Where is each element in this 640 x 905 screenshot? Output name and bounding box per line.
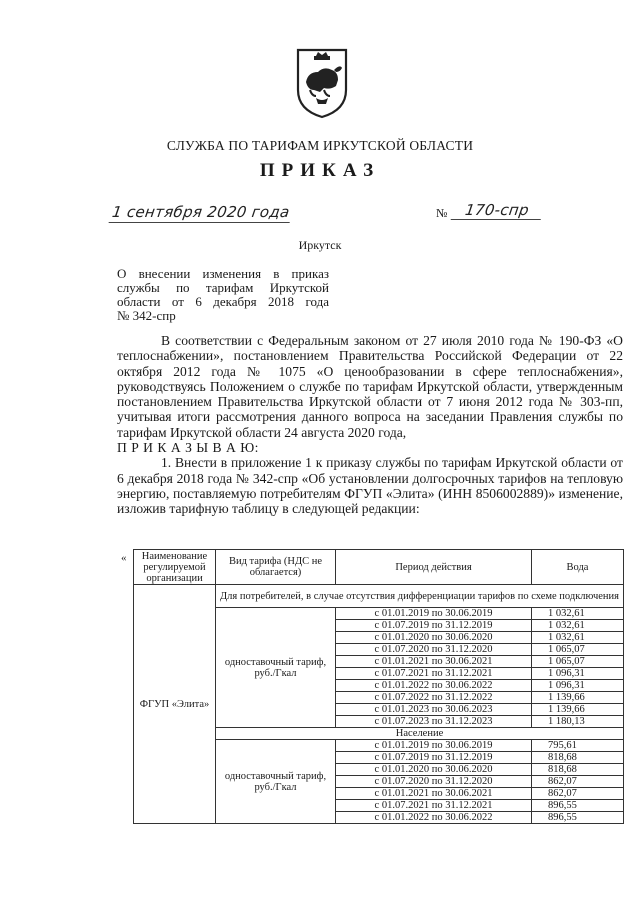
period-cell: с 01.01.2022 по 30.06.2022: [336, 680, 532, 692]
period-cell: с 01.07.2021 по 31.12.2021: [336, 668, 532, 680]
coat-of-arms-icon: [294, 46, 350, 120]
value-cell: 1 065,07: [532, 644, 624, 656]
value-cell: 862,07: [532, 788, 624, 800]
value-cell: 862,07: [532, 776, 624, 788]
period-cell: с 01.01.2021 по 30.06.2021: [336, 788, 532, 800]
subject-line: области от 6 декабря 2018 года: [117, 294, 329, 309]
period-cell: с 01.07.2020 по 31.12.2020: [336, 776, 532, 788]
period-cell: с 01.01.2019 по 30.06.2019: [336, 608, 532, 620]
subject-line: № 342-спр: [117, 308, 176, 323]
subject-line: О внесении изменения в приказ: [117, 266, 329, 281]
value-cell: 818,68: [532, 752, 624, 764]
item-1-paragraph: 1. Внести в приложение 1 к приказу службы по тарифам Иркутской области от 6 декабря 2018 года № 342-спр «Об установлении долгосрочных тарифов на тепловую энергию, поставляемую потребителям ФГУП «Элита» (ИНН 8506002889)» изменение, изложив тарифную таблицу в следующей редакции:: [117, 455, 623, 517]
order-word: П Р И К А З Ы В А Ю:: [117, 440, 259, 456]
header-period: Период действия: [336, 550, 532, 585]
agency-name: СЛУЖБА ПО ТАРИФАМ ИРКУТСКОЙ ОБЛАСТИ: [166, 138, 474, 153]
period-cell: с 01.07.2019 по 31.12.2019: [336, 752, 532, 764]
value-cell: 1 032,61: [532, 608, 624, 620]
city: Иркутск: [298, 238, 342, 252]
value-cell: 1 096,31: [532, 668, 624, 680]
order-body: [117, 333, 623, 517]
period-cell: с 01.01.2020 по 30.06.2020: [336, 764, 532, 776]
value-cell: 896,55: [532, 800, 624, 812]
table-open-quote: «: [121, 552, 127, 564]
value-cell: 818,68: [532, 764, 624, 776]
period-cell: с 01.07.2019 по 31.12.2019: [336, 620, 532, 632]
period-cell: с 01.07.2022 по 31.12.2022: [336, 692, 532, 704]
period-cell: с 01.01.2023 по 30.06.2023: [336, 704, 532, 716]
period-cell: с 01.07.2023 по 31.12.2023: [336, 716, 532, 728]
document-type: ПРИКАЗ: [259, 160, 381, 181]
period-cell: с 01.01.2019 по 30.06.2019: [336, 740, 532, 752]
number-label: №: [436, 206, 448, 220]
value-cell: 1 180,13: [532, 716, 624, 728]
tariff-type-cell: одноставочный тариф, руб./Гкал: [216, 608, 336, 728]
organization-cell: ФГУП «Элита»: [134, 585, 216, 824]
order-subject: [117, 267, 329, 323]
section-title: Для потребителей, в случае отсутствия дифференциации тарифов по схеме подключения: [216, 585, 624, 608]
header-water: Вода: [532, 550, 624, 585]
value-cell: 795,61: [532, 740, 624, 752]
period-cell: с 01.01.2022 по 30.06.2022: [336, 812, 532, 824]
value-cell: 1 032,61: [532, 620, 624, 632]
header-org: Наименование регулируемой организации: [134, 550, 216, 585]
header-tariff-type: Вид тарифа (НДС не облагается): [216, 550, 336, 585]
value-cell: 1 139,66: [532, 704, 624, 716]
handwritten-number: 170-спр: [451, 201, 544, 220]
value-cell: 1 032,61: [532, 632, 624, 644]
value-cell: 896,55: [532, 812, 624, 824]
table-row: [134, 585, 624, 608]
value-cell: 1 139,66: [532, 692, 624, 704]
tariff-table: [133, 549, 624, 824]
tariff-type-cell: одноставочный тариф, руб./Гкал: [216, 740, 336, 824]
section-title: Население: [216, 728, 624, 740]
period-cell: с 01.07.2021 по 31.12.2021: [336, 800, 532, 812]
subject-line: службы по тарифам Иркутской: [117, 280, 329, 295]
period-cell: с 01.01.2020 по 30.06.2020: [336, 632, 532, 644]
preamble-paragraph: В соответствии с Федеральным законом от 27 июля 2010 года № 190-ФЗ «О теплоснабжении», постановлением Правительства Российской Федерации от 22 октября 2012 года № 1075 «О ценообразовании в сфере теплоснабжения», руководствуясь Положением о службе по тарифам Иркутской области, утвержденным постановлением Правительства Иркутской области от 7 июня 2012 года № 303-пп, учитывая итоги рассмотрения данного вопроса на заседании Правления службы по тарифам Иркутской области 24 августа 2020 года,: [117, 333, 623, 440]
value-cell: 1 065,07: [532, 656, 624, 668]
handwritten-date: 1 сентября 2020 года: [109, 203, 293, 223]
value-cell: 1 096,31: [532, 680, 624, 692]
period-cell: с 01.01.2021 по 30.06.2021: [336, 656, 532, 668]
period-cell: с 01.07.2020 по 31.12.2020: [336, 644, 532, 656]
